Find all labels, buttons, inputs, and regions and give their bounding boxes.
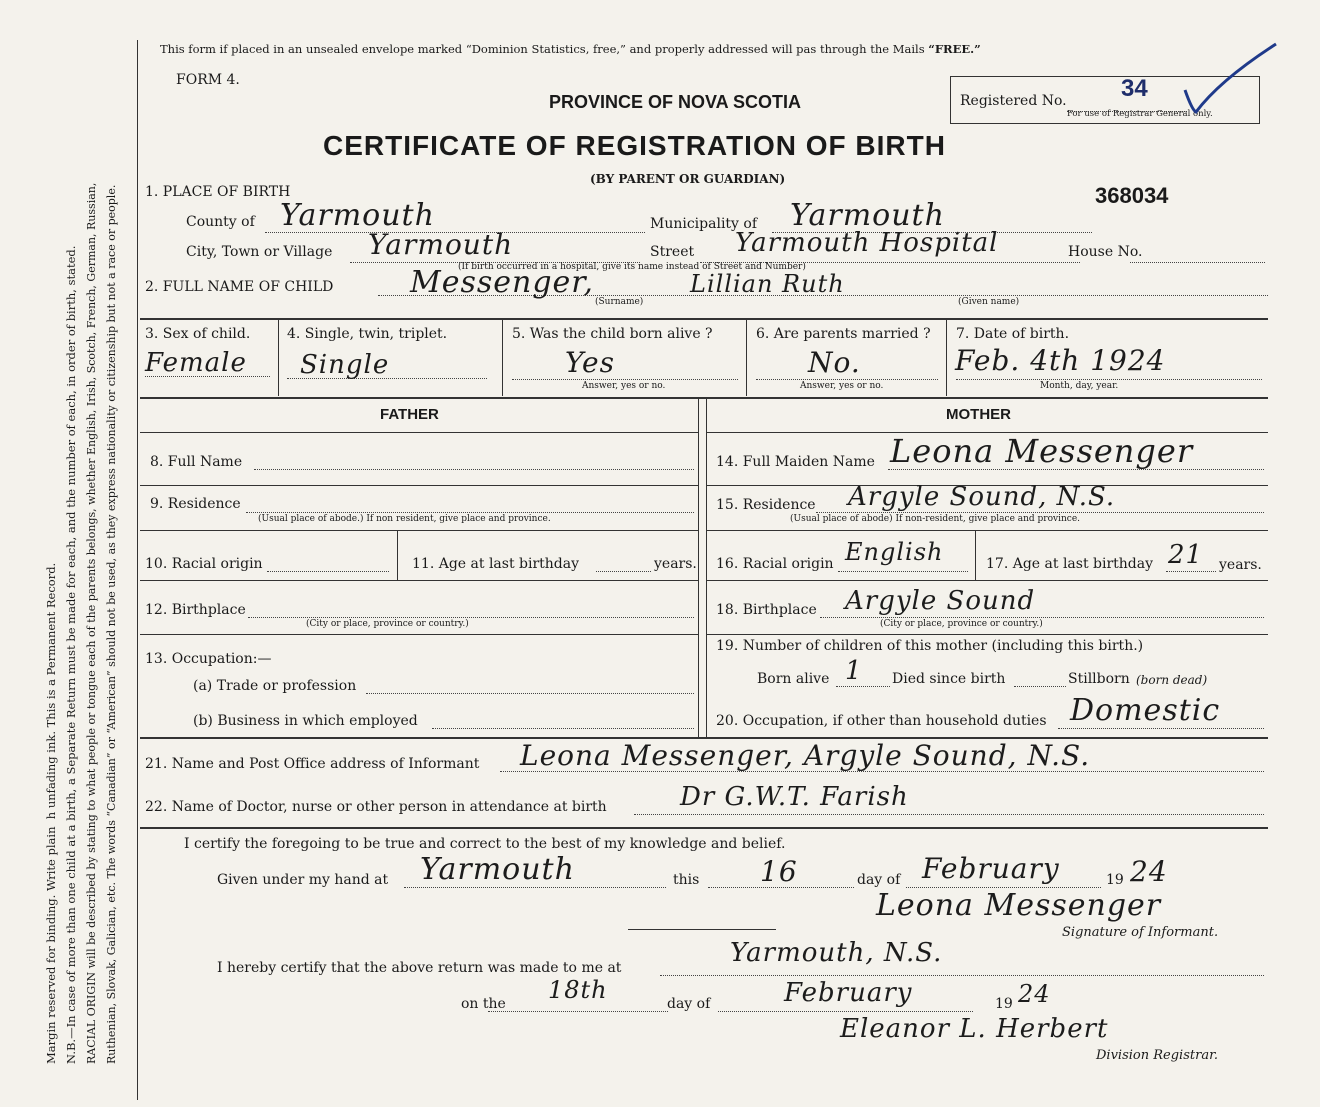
on-label: on the xyxy=(461,996,506,1012)
month-value: February xyxy=(922,852,1060,885)
province-heading: PROVINCE OF NOVA SCOTIA xyxy=(549,92,802,112)
mother-residence-value: Argyle Sound, N.S. xyxy=(848,482,1116,512)
informant-label: 21. Name and Post Office address of Informant xyxy=(145,756,480,772)
place-of-birth-label: 1. PLACE OF BIRTH xyxy=(145,184,291,200)
informant-value: Leona Messenger, Argyle Sound, N.S. xyxy=(520,739,1091,772)
registered-no-value: 34 xyxy=(1121,75,1148,102)
given-name-value: Lillian Ruth xyxy=(690,270,845,298)
mother-age-label: 17. Age at last birthday xyxy=(986,556,1154,572)
year-value: 24 xyxy=(1130,855,1168,888)
stillborn-label: Stillborn xyxy=(1068,671,1130,687)
mother-children-label: 19. Number of children of this mother (including this birth.) xyxy=(716,638,1144,654)
father-trade-label: (a) Trade or profession xyxy=(193,678,357,694)
margin-rule xyxy=(137,40,138,1100)
mother-racial-value: English xyxy=(845,538,944,566)
year-prefix: 19 xyxy=(1106,872,1124,888)
registered-no-label: Registered No. xyxy=(960,93,1067,109)
mother-occupation-label: 20. Occupation, if other than household duties xyxy=(716,713,1047,729)
plurality-value: Single xyxy=(300,350,390,380)
this-label: this xyxy=(673,872,700,888)
check-mark-icon xyxy=(1180,40,1280,120)
surname-value: Messenger, xyxy=(410,265,594,300)
child-name-label: 2. FULL NAME OF CHILD xyxy=(145,279,334,295)
certify-statement: I certify the foregoing to be true and correct to the best of my knowledge and belief. xyxy=(184,836,786,852)
died-label: Died since birth xyxy=(892,671,1006,687)
father-business-label: (b) Business in which employed xyxy=(193,713,418,729)
father-heading: FATHER xyxy=(380,406,439,423)
margin-note-3: RACIAL ORIGIN will be described by stating to what people or tongue each of the parents belongs, whether English, Irish, Scotch, French, German, Russian, xyxy=(85,182,98,1064)
city-label: City, Town or Village xyxy=(186,244,333,260)
dob-value: Feb. 4th 1924 xyxy=(955,344,1166,377)
dob-label: 7. Date of birth. xyxy=(956,326,1070,342)
married-caption: Answer, yes or no. xyxy=(800,381,884,391)
doctor-label: 22. Name of Doctor, nurse or other person in attendance at birth xyxy=(145,799,607,815)
alive-label: 5. Was the child born alive ? xyxy=(512,326,713,342)
married-label: 6. Are parents married ? xyxy=(756,326,931,342)
registrar-note: For use of Registrar General only. xyxy=(1067,109,1213,119)
house-no-label: House No. xyxy=(1068,244,1143,260)
mother-name-label: 14. Full Maiden Name xyxy=(716,454,875,470)
mother-heading: MOTHER xyxy=(946,406,1011,423)
mother-residence-caption: (Usual place of abode) If non-resident, give place and province. xyxy=(790,514,1081,524)
reg-month-value: February xyxy=(784,978,913,1008)
mother-age-unit: years. xyxy=(1219,557,1262,573)
street-label: Street xyxy=(650,244,695,260)
plurality-label: 4. Single, twin, triplet. xyxy=(287,326,448,342)
born-alive-value: 1 xyxy=(845,656,863,686)
mother-occupation-value: Domestic xyxy=(1070,693,1221,728)
day-value: 16 xyxy=(760,855,798,888)
form-number: FORM 4. xyxy=(176,72,240,88)
mother-racial-label: 16. Racial origin xyxy=(716,556,834,572)
mother-age-value: 21 xyxy=(1168,540,1204,570)
father-occupation-label: 13. Occupation:— xyxy=(145,651,272,667)
father-racial-label: 10. Racial origin xyxy=(145,556,263,572)
registrar-caption: Division Registrar. xyxy=(1096,1048,1218,1063)
sex-value: Female xyxy=(145,348,247,378)
certificate-title: CERTIFICATE OF REGISTRATION OF BIRTH xyxy=(323,130,946,161)
sex-label: 3. Sex of child. xyxy=(145,326,251,342)
mother-birthplace-label: 18. Birthplace xyxy=(716,602,817,618)
informant-signature-caption: Signature of Informant. xyxy=(1062,925,1219,940)
father-age-unit: years. xyxy=(654,556,697,572)
reg-day-label: day of xyxy=(667,996,711,1012)
mother-birthplace-value: Argyle Sound xyxy=(845,586,1036,616)
informant-signature: Leona Messenger xyxy=(876,888,1162,923)
municipality-label: Municipality of xyxy=(650,216,758,232)
surname-caption: (Surname) xyxy=(595,297,644,307)
municipality-value: Yarmouth xyxy=(790,198,945,233)
alive-value: Yes xyxy=(565,346,615,379)
married-value: No. xyxy=(808,346,861,379)
day-label: day of xyxy=(857,872,901,888)
reg-year-prefix: 19 xyxy=(995,996,1013,1012)
margin-note-2: N.B.—In case of more than one child at a birth, a Separate Return must be made for each, and the number of each, in order of birth, stated. xyxy=(64,245,78,1064)
city-value: Yarmouth xyxy=(368,228,514,261)
street-value: Yarmouth Hospital xyxy=(735,228,999,258)
father-residence-caption: (Usual place of abode.) If non resident, give place and province. xyxy=(258,514,551,524)
father-name-label: 8. Full Name xyxy=(150,454,243,470)
reg-day-value: 18th xyxy=(548,976,608,1004)
serial-number: 368034 xyxy=(1095,183,1169,208)
mail-notice: This form if placed in an unsealed envelope marked “Dominion Statistics, free,” and properly addressed will pas through the Mails “FREE.” xyxy=(160,42,981,56)
registrar-place-value: Yarmouth, N.S. xyxy=(730,938,943,968)
registrar-signature: Eleanor L. Herbert xyxy=(840,1014,1109,1044)
county-value: Yarmouth xyxy=(280,198,435,233)
reg-year-value: 24 xyxy=(1018,980,1051,1008)
father-birthplace-caption: (City or place, province or country.) xyxy=(306,619,469,629)
stillborn-caption: (born dead) xyxy=(1136,673,1208,687)
mother-residence-label: 15. Residence xyxy=(716,497,816,513)
alive-caption: Answer, yes or no. xyxy=(582,381,666,391)
mother-birthplace-caption: (City or place, province or country.) xyxy=(880,619,1043,629)
hospital-note: (If birth occurred in a hospital, give its name instead of Street and Number) xyxy=(458,262,806,272)
mother-name-value: Leona Messenger xyxy=(890,432,1194,470)
registrar-statement: I hereby certify that the above return was made to me at xyxy=(217,960,622,976)
given-name-caption: (Given name) xyxy=(958,297,1020,307)
father-age-label: 11. Age at last birthday xyxy=(412,556,580,572)
given-label: Given under my hand at xyxy=(217,872,389,888)
born-alive-label: Born alive xyxy=(757,671,830,687)
margin-note-4: Ruthenian, Slovak, Galician, etc. The words “Canadian” or “American” should not be used, as they express nationality or citizenship but not a race or people. xyxy=(105,184,118,1064)
father-residence-label: 9. Residence xyxy=(150,496,241,512)
margin-note-1: Margin reserved for binding. Write plain h unfading ink. This is a Permanent Record. xyxy=(44,562,58,1064)
given-place-value: Yarmouth xyxy=(420,852,575,887)
father-birthplace-label: 12. Birthplace xyxy=(145,602,246,618)
certificate-subtitle: (BY PARENT OR GUARDIAN) xyxy=(590,172,786,186)
dob-caption: Month, day, year. xyxy=(1040,381,1119,391)
doctor-value: Dr G.W.T. Farish xyxy=(680,782,909,812)
county-label: County of xyxy=(186,214,255,230)
